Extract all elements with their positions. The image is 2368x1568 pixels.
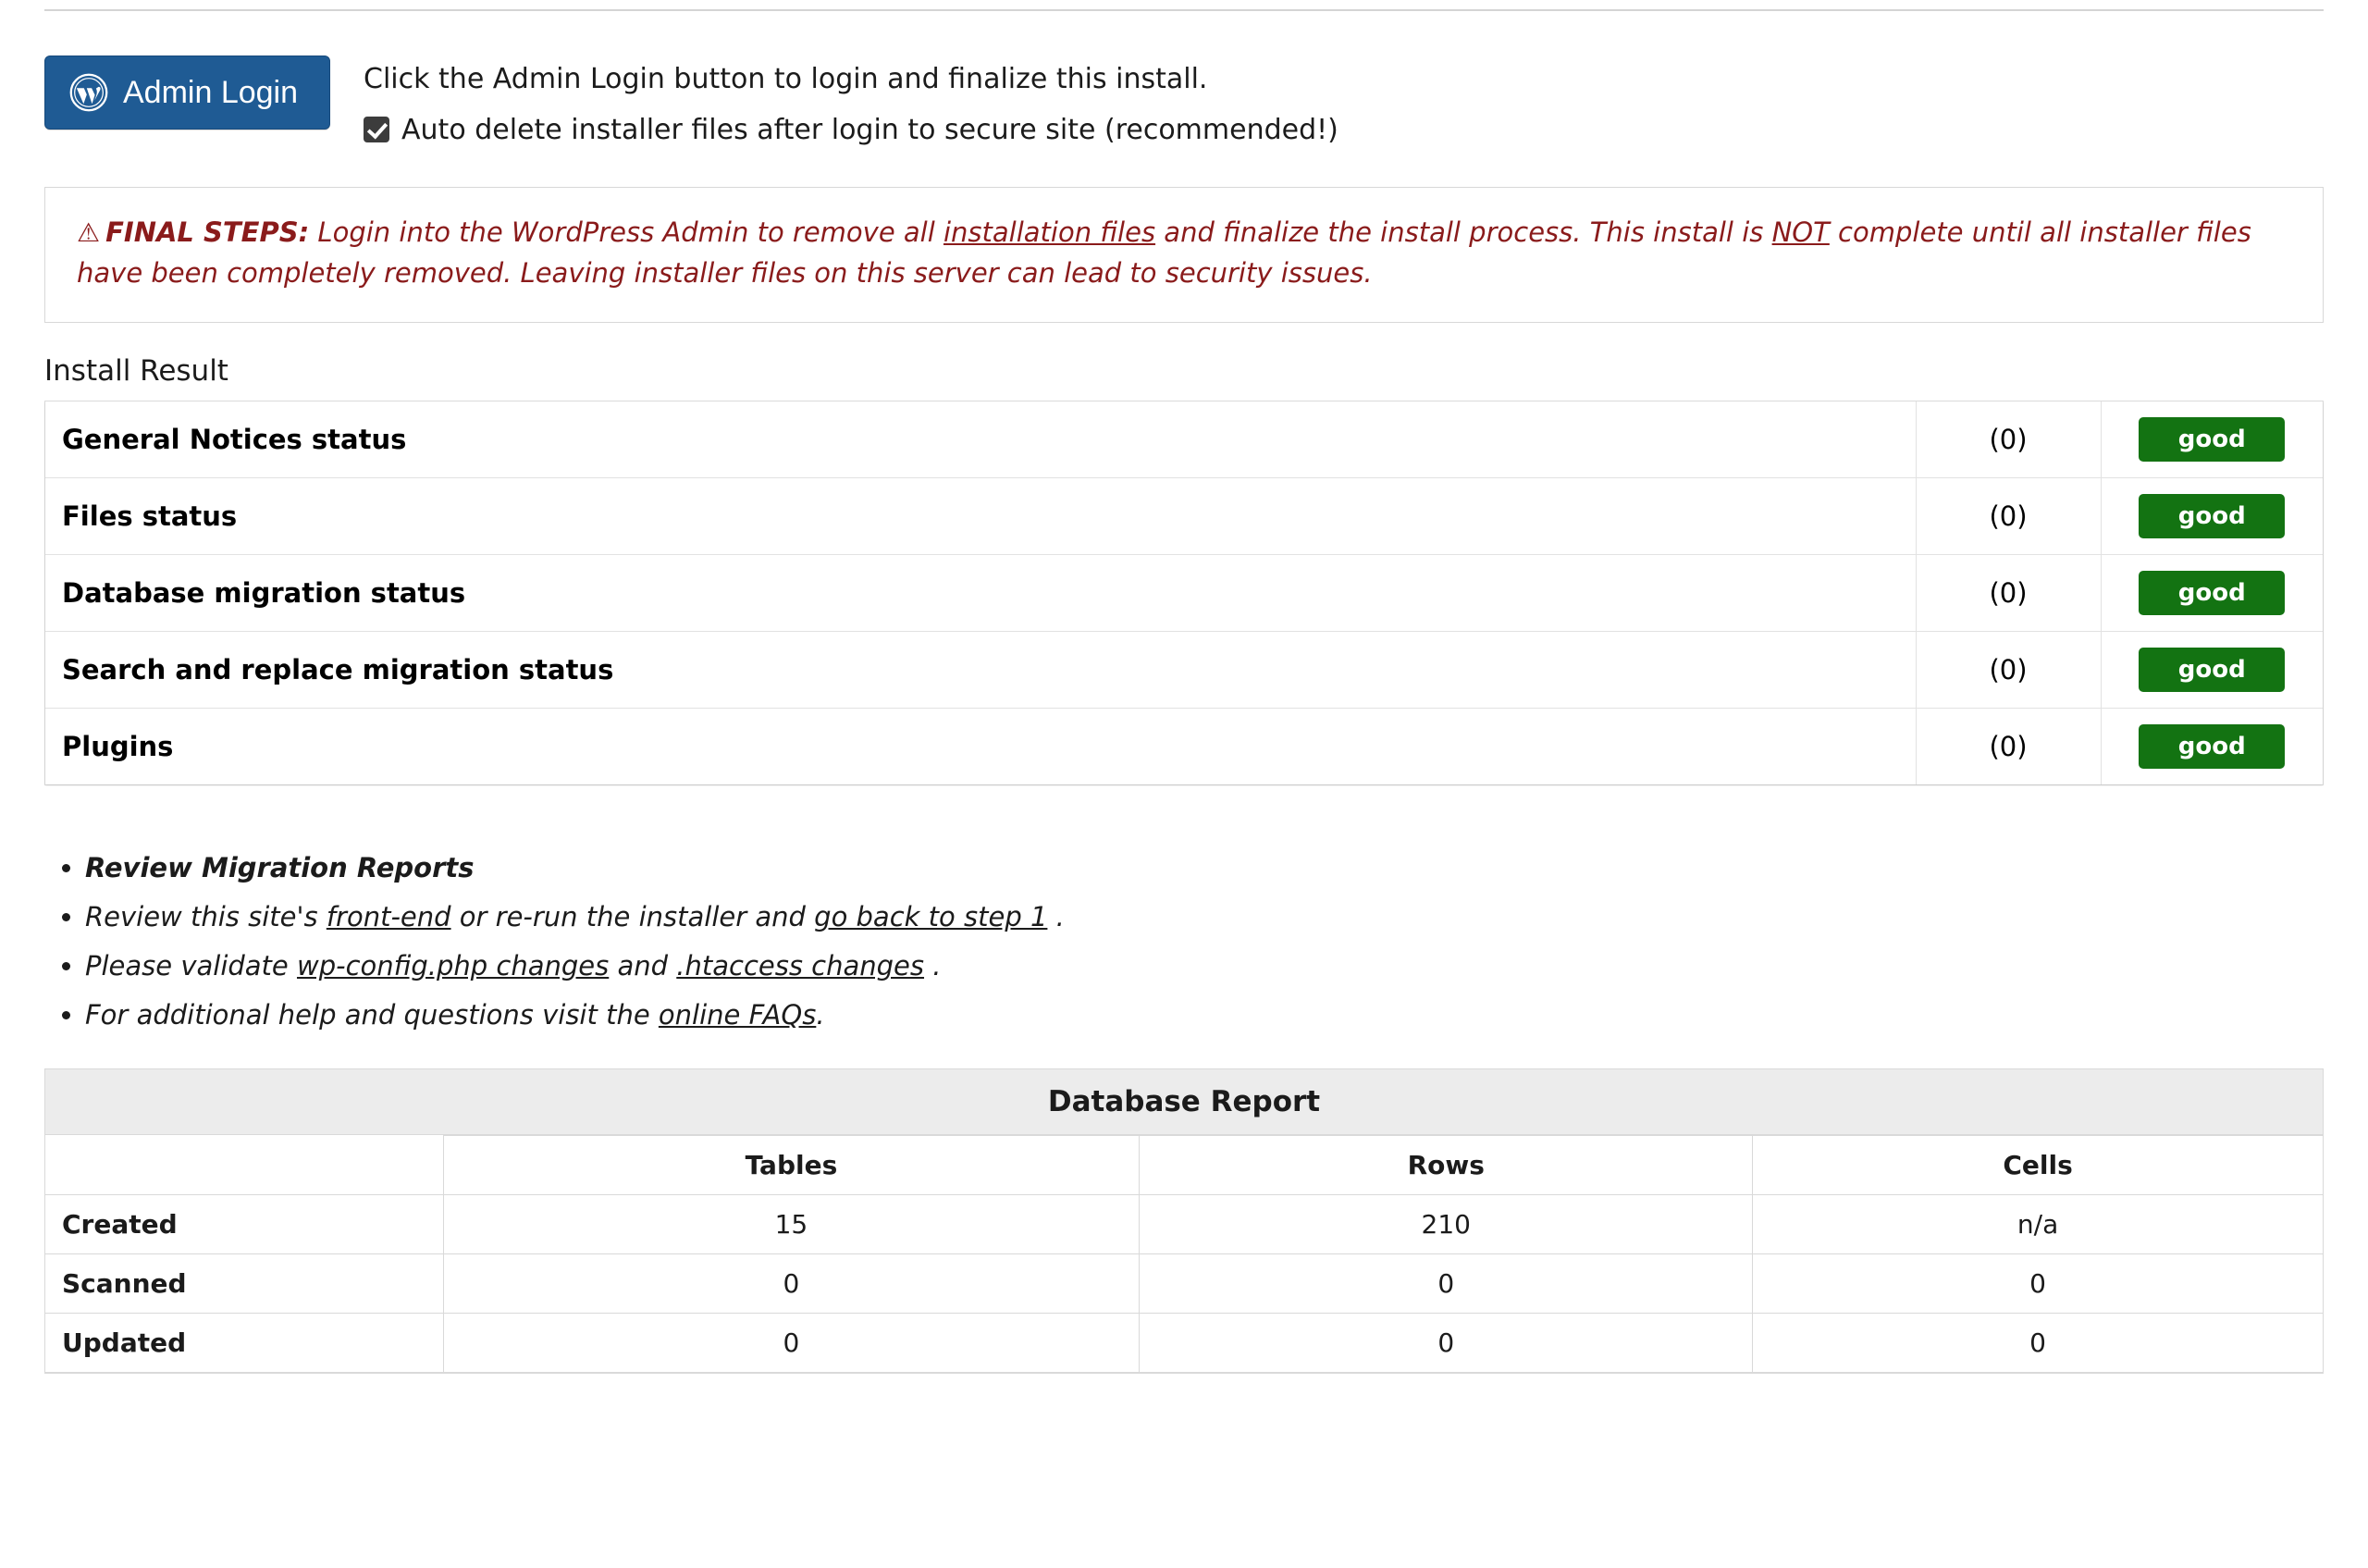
list-item bbox=[85, 895, 2324, 939]
list-item bbox=[85, 994, 2324, 1037]
table-row bbox=[45, 1195, 2323, 1254]
result-row-status-cell bbox=[2101, 632, 2323, 709]
db-cell-rows: 210 bbox=[1140, 1195, 1753, 1254]
result-row-label: Database migration status bbox=[62, 577, 466, 610]
db-cell-tables: 15 bbox=[443, 1195, 1140, 1254]
item1-pre-text: Review this site's bbox=[85, 901, 327, 933]
admin-login-label: Admin Login bbox=[123, 75, 299, 110]
status-badge: good bbox=[2139, 417, 2285, 462]
htaccess-changes-link[interactable]: .htaccess changes bbox=[676, 950, 925, 982]
status-badge: good bbox=[2139, 494, 2285, 538]
admin-login-button[interactable] bbox=[44, 56, 330, 130]
database-report-table bbox=[45, 1069, 2323, 1373]
item3-pre-text: For additional help and questions visit the bbox=[85, 999, 659, 1031]
item1-mid-text: or re-run the installer and bbox=[450, 901, 815, 933]
db-col-rows: Rows bbox=[1140, 1136, 1753, 1195]
result-row-status-cell bbox=[2101, 709, 2323, 785]
result-row-status-cell bbox=[2101, 478, 2323, 555]
alert-text-part1: Login into the WordPress Admin to remove all bbox=[309, 216, 944, 248]
result-row-count: (0) bbox=[1916, 555, 2101, 632]
status-badge: good bbox=[2139, 724, 2285, 769]
alert-text-part2: and finalize the install process. This install is bbox=[1155, 216, 1772, 248]
result-row-count: (0) bbox=[1916, 401, 2101, 478]
db-cell-tables: 0 bbox=[443, 1314, 1140, 1373]
db-row-label: Scanned bbox=[45, 1254, 443, 1314]
database-report-caption: Database Report bbox=[45, 1069, 2323, 1135]
item1-post-text: . bbox=[1047, 901, 1065, 933]
result-row-count: (0) bbox=[1916, 709, 2101, 785]
result-row-status-cell bbox=[2101, 401, 2323, 478]
front-end-link[interactable]: front-end bbox=[326, 901, 451, 933]
db-cell-tables: 0 bbox=[443, 1254, 1140, 1314]
admin-login-row bbox=[44, 56, 2324, 146]
db-row-label: Updated bbox=[45, 1314, 443, 1373]
result-row-label: Files status bbox=[62, 500, 238, 533]
result-row-count: (0) bbox=[1916, 632, 2101, 709]
final-steps-heading: FINAL STEPS: bbox=[105, 216, 310, 248]
table-header-row bbox=[45, 1136, 2323, 1195]
item2-post-text: . bbox=[924, 950, 942, 982]
db-cell-cells: 0 bbox=[1753, 1314, 2323, 1373]
item2-mid-text: and bbox=[609, 950, 677, 982]
login-text-column bbox=[364, 56, 1338, 146]
installation-files-link[interactable]: installation files bbox=[943, 216, 1156, 248]
post-install-links bbox=[44, 846, 2324, 1037]
list-item bbox=[85, 945, 2324, 988]
db-cell-rows: 0 bbox=[1140, 1254, 1753, 1314]
table-row bbox=[45, 632, 2323, 709]
item2-pre-text: Please validate bbox=[85, 950, 297, 982]
database-report-wrapper bbox=[44, 1068, 2324, 1374]
warning-triangle-icon: ⚠ bbox=[77, 216, 101, 248]
review-migration-reports-link[interactable]: Review Migration Reports bbox=[85, 852, 475, 884]
final-steps-alert bbox=[44, 187, 2324, 324]
final-steps-text bbox=[77, 212, 2291, 295]
item3-post-text: . bbox=[816, 999, 825, 1031]
login-instruction-text: Click the Admin Login button to login and finalize this install. bbox=[364, 63, 1208, 95]
table-row bbox=[45, 1314, 2323, 1373]
auto-delete-label: Auto delete installer files after login to secure site (recommended!) bbox=[401, 113, 1338, 146]
result-row-label: General Notices status bbox=[62, 424, 407, 456]
table-row bbox=[45, 555, 2323, 632]
install-result-table bbox=[45, 401, 2323, 784]
db-cell-cells: n/a bbox=[1753, 1195, 2323, 1254]
auto-delete-row[interactable] bbox=[364, 114, 1338, 146]
result-row-status-cell bbox=[2101, 555, 2323, 632]
status-badge: good bbox=[2139, 571, 2285, 615]
db-col-blank bbox=[45, 1136, 443, 1195]
alert-text-part3: complete until all installer files have been completely removed. Leaving installer files on this server can lead to security issues. bbox=[77, 216, 2251, 290]
table-row bbox=[45, 709, 2323, 785]
list-item bbox=[85, 846, 2324, 890]
top-divider bbox=[44, 9, 2324, 11]
db-cell-cells: 0 bbox=[1753, 1254, 2323, 1314]
table-row bbox=[45, 1254, 2323, 1314]
go-back-to-step-1-link[interactable]: go back to step 1 bbox=[814, 901, 1048, 933]
db-col-cells: Cells bbox=[1753, 1136, 2323, 1195]
db-col-tables: Tables bbox=[443, 1136, 1140, 1195]
result-row-label: Search and replace migration status bbox=[62, 654, 614, 686]
install-result-title: Install Result bbox=[44, 354, 228, 389]
online-faqs-link[interactable]: online FAQs bbox=[658, 999, 817, 1031]
db-row-label: Created bbox=[45, 1195, 443, 1254]
result-row-label: Plugins bbox=[62, 731, 174, 763]
status-badge: good bbox=[2139, 648, 2285, 692]
table-row bbox=[45, 478, 2323, 555]
result-row-count: (0) bbox=[1916, 478, 2101, 555]
wordpress-icon bbox=[69, 73, 108, 112]
auto-delete-checkbox[interactable] bbox=[364, 117, 389, 142]
install-result-table-wrapper bbox=[44, 401, 2324, 785]
wp-config-changes-link[interactable]: wp-config.php changes bbox=[296, 950, 610, 982]
installer-page bbox=[0, 9, 2368, 1374]
table-row bbox=[45, 401, 2323, 478]
db-cell-rows: 0 bbox=[1140, 1314, 1753, 1373]
alert-emphasis-not: NOT bbox=[1771, 216, 1830, 248]
